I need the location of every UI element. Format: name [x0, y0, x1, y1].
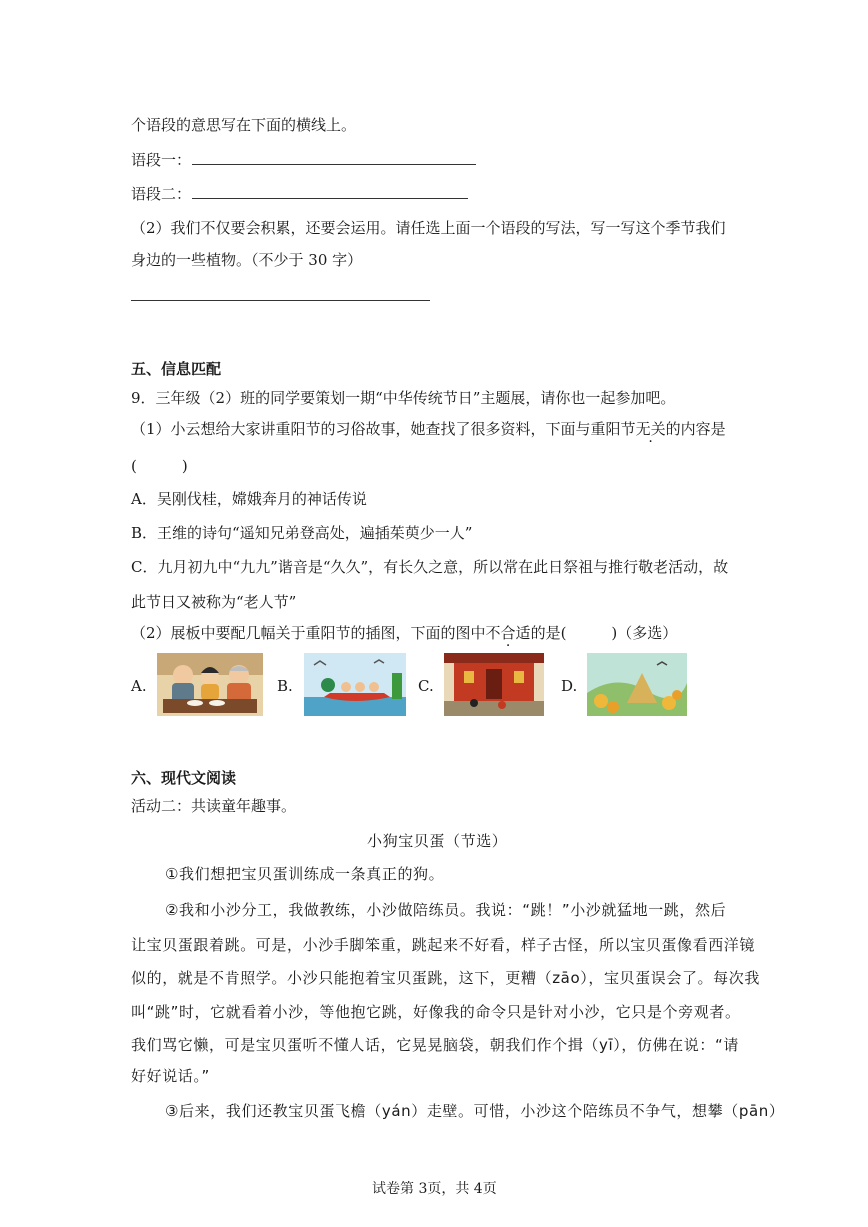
passage-p2-line6: 好好说话。”	[131, 1067, 210, 1085]
answer-label-2: 语段二：	[131, 185, 192, 203]
pic-label-d: D.	[561, 677, 578, 695]
picture-b-dragon-boat[interactable]	[304, 653, 406, 716]
answer-line-2[interactable]	[192, 198, 468, 199]
passage-p2-line3: 似的，就是不肯照学。小沙只能抱着宝贝蛋跳，这下，更糟（zāo），宝贝蛋误会了。每次我	[131, 969, 760, 987]
pic-label-c: C.	[418, 677, 434, 695]
answer-line-1[interactable]	[192, 164, 476, 165]
option-c-line2: 此节日又被称为“老人节”	[131, 593, 297, 611]
q9-sub1	[131, 419, 726, 439]
q9-sub2	[131, 623, 677, 643]
q9-sub2-emphasis: 不合适	[485, 624, 531, 642]
page-footer: 试卷第 3页，共 4页	[372, 1181, 497, 1197]
section6-heading: 六、现代文阅读	[131, 769, 237, 787]
q9-sub2-text-end: 的是( )（多选）	[530, 624, 678, 642]
section5-heading: 五、信息匹配	[131, 360, 222, 378]
answer-label-1: 语段一：	[131, 151, 192, 169]
answer-line-3[interactable]	[131, 300, 430, 301]
picture-c-temple-gate[interactable]	[444, 653, 544, 716]
pic-label-a: A.	[131, 677, 147, 695]
q9-sub2-text: （2）展板中要配几幅关于重阳节的插图，下面的图中	[131, 624, 486, 642]
passage-paragraph-1: ①我们想把宝贝蛋训练成一条真正的狗。	[165, 865, 445, 883]
question-9: 9．三年级（2）班的同学要策划一期“中华传统节日”主题展，请你也一起参加吧。	[131, 389, 676, 407]
activity-line: 活动二：共读童年趣事。	[131, 797, 297, 815]
q9-sub1-text: （1）小云想给大家讲重阳节的习俗故事，她查找了很多资料，下面与重阳节	[131, 420, 636, 438]
picture-a-family-dinner[interactable]	[157, 653, 263, 716]
picture-d-chrysanthemum-climb[interactable]	[587, 653, 687, 716]
q9-sub1-text-end: 的内容是	[665, 420, 726, 438]
pic-label-b: B.	[277, 677, 293, 695]
option-a: A．吴刚伐桂，嫦娥奔月的神话传说	[131, 490, 367, 508]
q8-sub2-line2: 身边的一些植物。（不少于 30 字）	[131, 251, 363, 269]
answer-paren-1[interactable]: ( )	[131, 457, 188, 475]
passage-p3-line1: ③后来，我们还教宝贝蛋飞檐（yán）走壁。可惜，小沙这个陪练员不争气，想攀（pān）	[165, 1102, 785, 1120]
option-c-line1: C．九月初九中“九九”谐音是“久久”，有长久之意，所以常在此日祭祖与推行敬老活动，故	[131, 558, 729, 576]
option-b: B．王维的诗句“遥知兄弟登高处，遍插茱萸少一人”	[131, 524, 473, 542]
passage-p2-line1: ②我和小沙分工，我做教练，小沙做陪练员。我说：“跳！”小沙就猛地一跳，然后	[165, 901, 727, 919]
passage-title: 小狗宝贝蛋（节选）	[367, 832, 508, 850]
passage-p2-line2: 让宝贝蛋跟着跳。可是，小沙手脚笨重，跳起来不好看，样子古怪，所以宝贝蛋像看西洋镜	[131, 936, 756, 954]
q8-sub2-line1: （2）我们不仅要会积累，还要会运用。请任选上面一个语段的写法，写一写这个季节我们	[131, 219, 726, 237]
q8-intro-line: 个语段的意思写在下面的横线上。	[131, 116, 357, 134]
q9-sub1-emphasis: 无关	[635, 420, 666, 438]
passage-p2-line4: 叫“跳”时，它就看着小沙，等他抱它跳，好像我的命令只是针对小沙，它只是个旁观者。	[131, 1003, 741, 1021]
passage-p2-line5: 我们骂它懒，可是宝贝蛋听不懂人话，它晃晃脑袋，朝我们作个揖（yī），仿佛在说：“请	[131, 1036, 739, 1054]
